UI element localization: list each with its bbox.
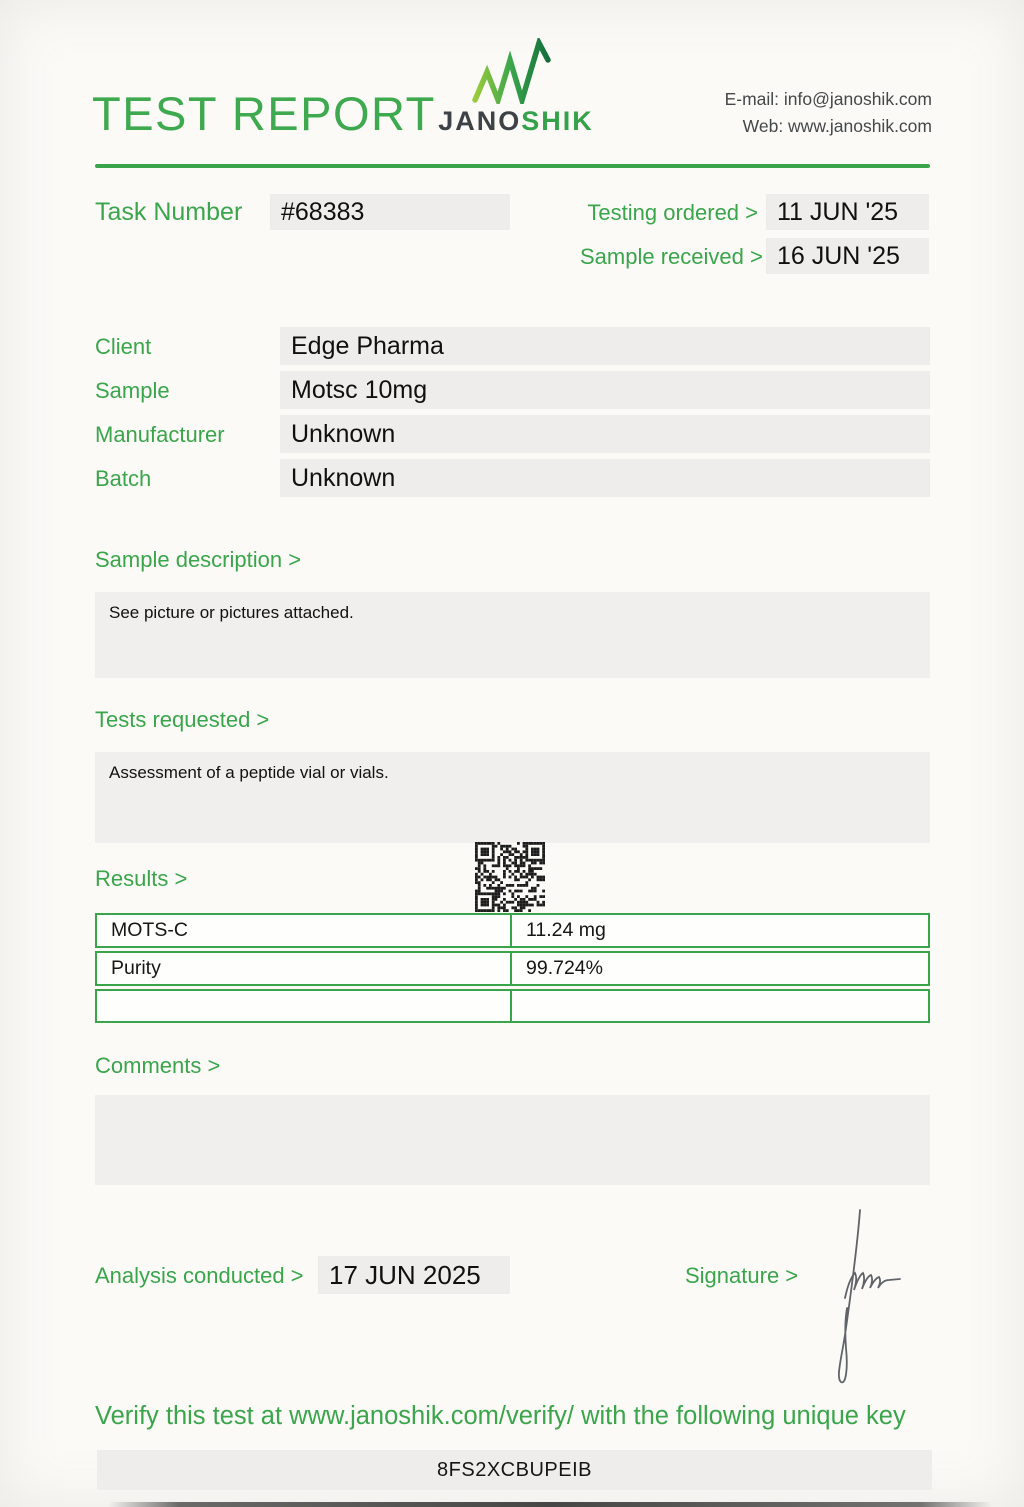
info-value: Unknown bbox=[280, 459, 930, 497]
result-value: 11.24 mg bbox=[510, 915, 928, 946]
analysis-conducted-label: Analysis conducted > bbox=[95, 1263, 304, 1288]
table-row bbox=[95, 989, 930, 1023]
brand-text-green: SHIK bbox=[521, 106, 594, 136]
results-heading: Results > bbox=[95, 866, 188, 891]
info-label: Batch bbox=[95, 466, 152, 491]
task-number-label: Task Number bbox=[95, 198, 243, 226]
contact-email: E-mail: info@janoshik.com bbox=[724, 89, 932, 109]
result-name: Purity bbox=[111, 957, 161, 979]
info-value: Edge Pharma bbox=[280, 327, 930, 365]
info-label: Sample bbox=[95, 378, 170, 403]
sample-description-text: See picture or pictures attached. bbox=[109, 603, 354, 622]
signature-label: Signature > bbox=[685, 1263, 799, 1288]
result-value bbox=[510, 991, 928, 1021]
result-value: 99.724% bbox=[510, 953, 928, 984]
unique-key-value: 8FS2XCBUPEIB bbox=[437, 1458, 592, 1481]
comments-box bbox=[95, 1095, 930, 1185]
chart-arrow-icon bbox=[470, 38, 562, 104]
testing-ordered-label: Testing ordered > bbox=[587, 200, 758, 225]
sample-received-value: 16 JUN '25 bbox=[766, 238, 929, 274]
task-number-value: #68383 bbox=[270, 194, 510, 230]
sample-received-label: Sample received > bbox=[580, 244, 763, 269]
header-divider bbox=[95, 164, 930, 168]
verify-text: Verify this test at www.janoshik.com/verify/ with the following unique key bbox=[95, 1402, 906, 1430]
info-value: Motsc 10mg bbox=[280, 371, 930, 409]
qr-code bbox=[475, 842, 545, 912]
tests-requested-box bbox=[95, 752, 930, 843]
table-row bbox=[95, 913, 930, 948]
info-label: Manufacturer bbox=[95, 422, 225, 447]
unique-key-bar bbox=[97, 1450, 932, 1490]
info-label: Client bbox=[95, 334, 152, 359]
testing-ordered-value: 11 JUN '25 bbox=[766, 194, 929, 230]
comments-heading: Comments > bbox=[95, 1053, 221, 1078]
tests-requested-text: Assessment of a peptide vial or vials. bbox=[109, 763, 389, 782]
info-value: Unknown bbox=[280, 415, 930, 453]
sample-description-heading: Sample description > bbox=[95, 547, 302, 572]
brand-logo bbox=[436, 38, 596, 137]
analysis-date-value: 17 JUN 2025 bbox=[318, 1256, 510, 1294]
contact-web: Web: www.janoshik.com bbox=[742, 116, 932, 136]
signature-image bbox=[812, 1180, 942, 1400]
table-row bbox=[95, 951, 930, 986]
brand-text-dark: JANO bbox=[438, 106, 522, 136]
result-name: MOTS-C bbox=[111, 919, 188, 941]
brand-text bbox=[436, 106, 596, 137]
contact-block bbox=[725, 86, 932, 140]
page-title: TEST REPORT bbox=[92, 87, 436, 140]
tests-requested-heading: Tests requested > bbox=[95, 707, 270, 732]
page-bottom-edge bbox=[108, 1502, 992, 1507]
sample-description-box bbox=[95, 592, 930, 678]
